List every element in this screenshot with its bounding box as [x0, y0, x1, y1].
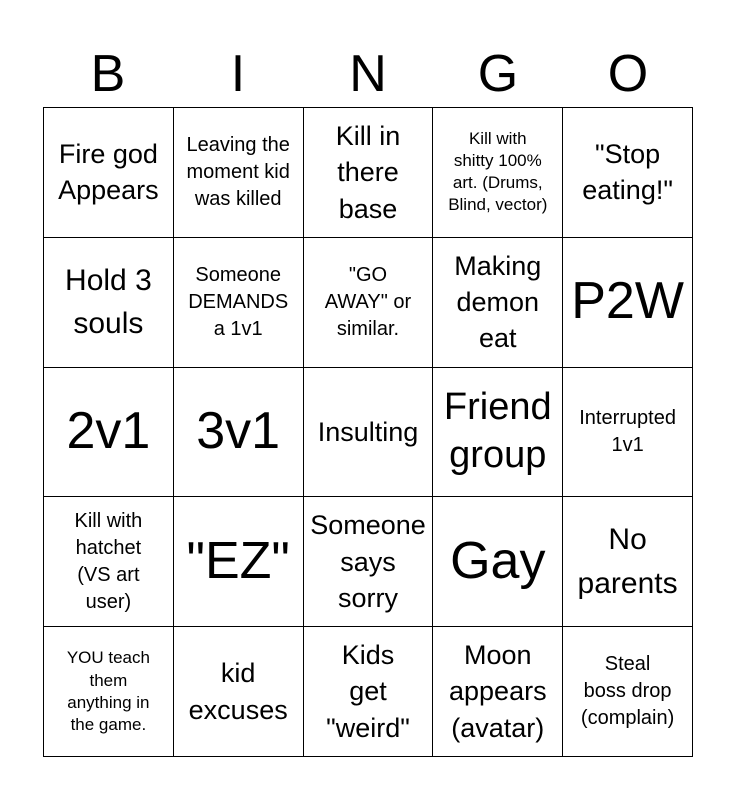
cell-text: Steal boss drop (complain)	[580, 653, 675, 730]
bingo-cell-2-1[interactable]	[44, 238, 174, 368]
cell-text: Making demon eat	[454, 250, 542, 354]
cell-text: No parents	[577, 523, 678, 600]
bingo-cell-4-1[interactable]	[44, 497, 174, 627]
bingo-cell-1-2[interactable]	[174, 108, 304, 238]
cell-text: 2v1	[66, 402, 151, 461]
cell-text: YOU teach them anything in the game.	[66, 648, 150, 734]
cell-text: Gay	[450, 531, 546, 590]
bingo-header	[43, 40, 693, 108]
cell-text: "Stop eating!"	[582, 138, 673, 206]
bingo-cell-1-4[interactable]	[433, 108, 563, 238]
cell-text: kid excuses	[188, 658, 288, 725]
bingo-cell-1-5[interactable]	[563, 108, 693, 238]
bingo-cell-3-2[interactable]	[174, 368, 304, 498]
bingo-cell-5-4[interactable]	[433, 627, 563, 757]
bingo-cell-5-1[interactable]	[44, 627, 174, 757]
bingo-cell-4-3[interactable]	[304, 497, 434, 627]
cell-text: P2W	[571, 272, 684, 331]
header-letter-i: I	[230, 45, 246, 103]
bingo-cell-3-4[interactable]	[433, 368, 563, 498]
cell-text: "EZ"	[186, 531, 290, 590]
bingo-cell-4-5[interactable]	[563, 497, 693, 627]
cell-text: Insulting	[317, 416, 419, 447]
cell-text: Kill in there base	[335, 120, 401, 224]
cell-text: 3v1	[196, 402, 281, 461]
bingo-cell-3-3[interactable]	[304, 368, 434, 498]
bingo-cell-5-3[interactable]	[304, 627, 434, 757]
header-letter-b: B	[90, 45, 126, 103]
bingo-cell-4-2[interactable]	[174, 497, 304, 627]
bingo-board	[43, 107, 693, 757]
bingo-cell-3-5[interactable]	[563, 368, 693, 498]
bingo-cell-2-4[interactable]	[433, 238, 563, 368]
cell-text: Friend group	[443, 386, 552, 476]
bingo-cell-2-2[interactable]	[174, 238, 304, 368]
bingo-cell-1-1[interactable]	[44, 108, 174, 238]
cell-text: Leaving the moment kid was killed	[186, 133, 290, 210]
cell-text: Moon appears (avatar)	[449, 639, 547, 743]
bingo-cell-2-5[interactable]	[563, 238, 693, 368]
cell-text: Someone says sorry	[310, 510, 426, 613]
header-letter-g: G	[477, 45, 519, 103]
header-letter-n: N	[349, 45, 387, 103]
bingo-cell-3-1[interactable]	[44, 368, 174, 498]
cell-text: Kids get "weird"	[326, 639, 410, 743]
bingo-cell-2-3[interactable]	[304, 238, 434, 368]
bingo-cell-1-3[interactable]	[304, 108, 434, 238]
bingo-cell-5-2[interactable]	[174, 627, 304, 757]
cell-text: "GO AWAY" or similar.	[324, 263, 412, 340]
cell-text: Hold 3 souls	[65, 263, 152, 341]
bingo-cell-5-5[interactable]	[563, 627, 693, 757]
cell-text: Kill with hatchet (VS art user)	[74, 509, 143, 613]
cell-text: Someone DEMANDS a 1v1	[188, 263, 289, 340]
header-letter-o: O	[607, 45, 649, 103]
bingo-cell-4-4[interactable]	[433, 497, 563, 627]
cell-text: Interrupted 1v1	[579, 406, 676, 456]
cell-text: Fire god Appears	[58, 138, 159, 206]
cell-text: Kill with shitty 100% art. (Drums, Blind, vector)	[448, 129, 548, 215]
